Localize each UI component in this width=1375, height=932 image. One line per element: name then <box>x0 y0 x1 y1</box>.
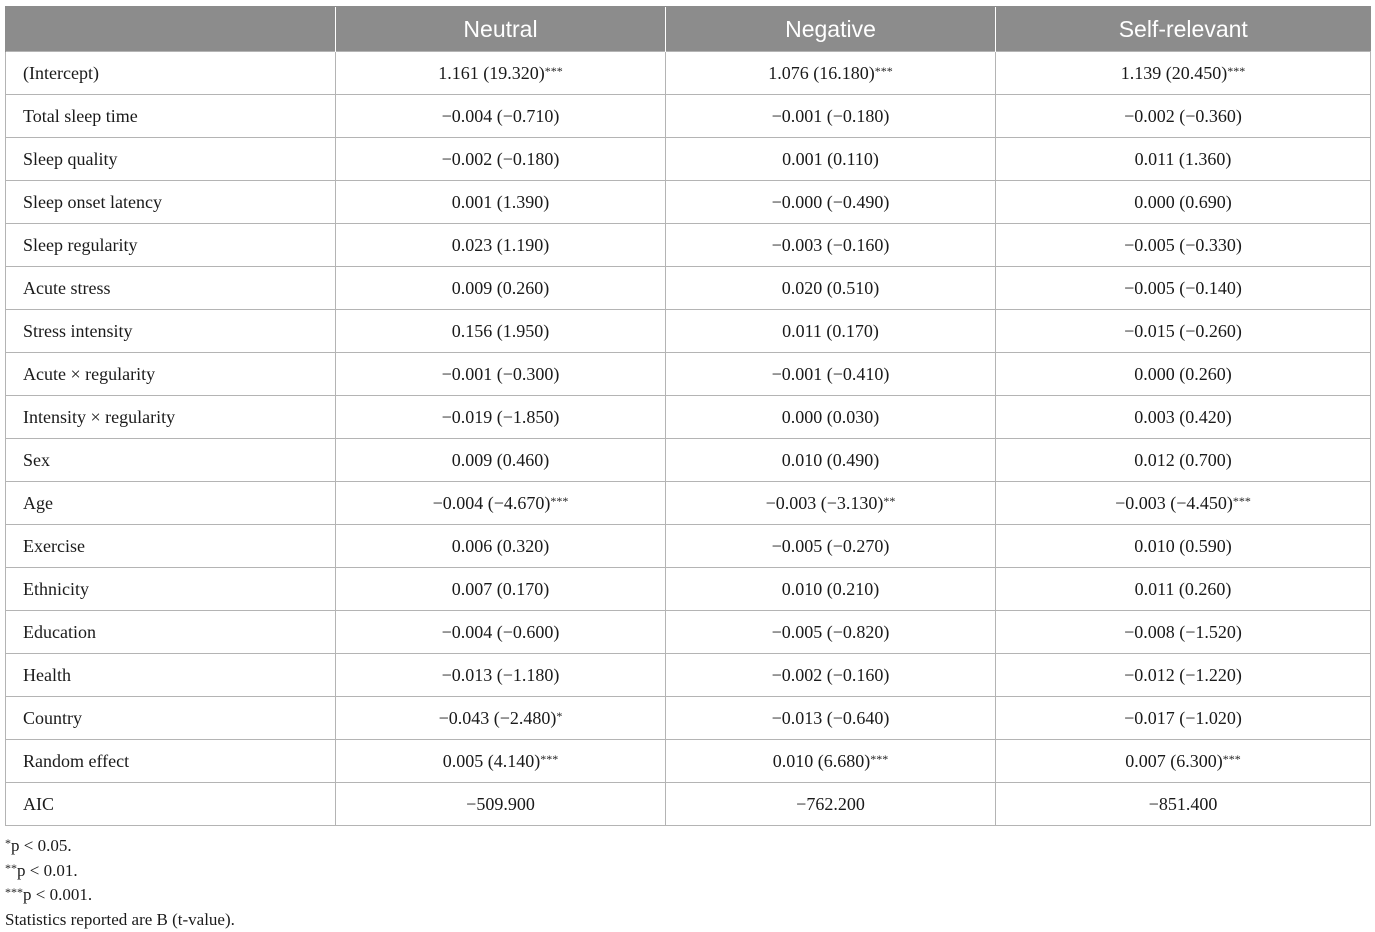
table-cell: −0.004 (−0.600) <box>336 611 666 654</box>
footnote-statistics: Statistics reported are B (t-value). <box>5 909 235 929</box>
table-cell: 1.161 (19.320)*** <box>336 52 666 95</box>
table-row <box>6 95 1371 138</box>
table-row <box>6 353 1371 396</box>
table-cell: −0.005 (−0.140) <box>996 267 1371 310</box>
table-cell: −0.004 (−4.670)*** <box>336 482 666 525</box>
row-label: Ethnicity <box>6 568 336 611</box>
table-row <box>6 482 1371 525</box>
table-cell: −0.012 (−1.220) <box>996 654 1371 697</box>
header-negative: Negative <box>666 7 996 52</box>
table-cell: 1.076 (16.180)*** <box>666 52 996 95</box>
row-label: Sex <box>6 439 336 482</box>
table-cell: 0.020 (0.510) <box>666 267 996 310</box>
table-cell: 0.009 (0.460) <box>336 439 666 482</box>
row-label: Sleep onset latency <box>6 181 336 224</box>
row-label: Sleep regularity <box>6 224 336 267</box>
footnote-p001: ***p < 0.001. <box>5 885 93 904</box>
table-cell: −0.013 (−1.180) <box>336 654 666 697</box>
table-cell: −0.043 (−2.480)* <box>336 697 666 740</box>
table-row <box>6 611 1371 654</box>
table-header-row <box>6 7 1371 52</box>
table-row <box>6 439 1371 482</box>
table-cell: −509.900 <box>336 783 666 826</box>
row-label: Country <box>6 697 336 740</box>
results-table-container <box>5 6 1370 826</box>
row-label: (Intercept) <box>6 52 336 95</box>
table-cell: 0.010 (0.210) <box>666 568 996 611</box>
table-cell: 0.000 (0.690) <box>996 181 1371 224</box>
table-row <box>6 783 1371 826</box>
table-cell: −0.001 (−0.410) <box>666 353 996 396</box>
table-cell: −0.002 (−0.360) <box>996 95 1371 138</box>
table-cell: −0.002 (−0.160) <box>666 654 996 697</box>
table-cell: −0.013 (−0.640) <box>666 697 996 740</box>
row-label: Total sleep time <box>6 95 336 138</box>
table-cell: −0.017 (−1.020) <box>996 697 1371 740</box>
table-row <box>6 654 1371 697</box>
footnote-p01: **p < 0.01. <box>5 860 78 880</box>
table-row <box>6 697 1371 740</box>
table-cell: 0.001 (0.110) <box>666 138 996 181</box>
table-row <box>6 267 1371 310</box>
header-self-relevant: Self-relevant <box>996 7 1371 52</box>
table-cell: −0.003 (−4.450)*** <box>996 482 1371 525</box>
table-cell: 0.011 (0.260) <box>996 568 1371 611</box>
row-label: Stress intensity <box>6 310 336 353</box>
table-cell: −0.003 (−3.130)** <box>666 482 996 525</box>
table-row <box>6 138 1371 181</box>
table-cell: 0.007 (0.170) <box>336 568 666 611</box>
table-cell: 0.011 (0.170) <box>666 310 996 353</box>
table-cell: −0.019 (−1.850) <box>336 396 666 439</box>
table-cell: −0.001 (−0.180) <box>666 95 996 138</box>
table-footnotes <box>5 834 235 932</box>
table-cell: 0.003 (0.420) <box>996 396 1371 439</box>
table-cell: 0.005 (4.140)*** <box>336 740 666 783</box>
table-row <box>6 181 1371 224</box>
header-neutral: Neutral <box>336 7 666 52</box>
table-row <box>6 52 1371 95</box>
row-label: Sleep quality <box>6 138 336 181</box>
table-cell: −0.005 (−0.270) <box>666 525 996 568</box>
row-label: Exercise <box>6 525 336 568</box>
table-cell: −762.200 <box>666 783 996 826</box>
table-cell: 0.012 (0.700) <box>996 439 1371 482</box>
table-cell: 0.009 (0.260) <box>336 267 666 310</box>
row-label: Intensity × regularity <box>6 396 336 439</box>
row-label: Random effect <box>6 740 336 783</box>
table-cell: −0.003 (−0.160) <box>666 224 996 267</box>
row-label: Health <box>6 654 336 697</box>
table-cell: −0.015 (−0.260) <box>996 310 1371 353</box>
table-row <box>6 568 1371 611</box>
row-label: Acute × regularity <box>6 353 336 396</box>
row-label: Acute stress <box>6 267 336 310</box>
table-body <box>6 52 1371 826</box>
table-row <box>6 740 1371 783</box>
table-cell: −0.005 (−0.330) <box>996 224 1371 267</box>
table-cell: 0.000 (0.030) <box>666 396 996 439</box>
table-cell: 0.011 (1.360) <box>996 138 1371 181</box>
table-row <box>6 525 1371 568</box>
table-cell: 0.023 (1.190) <box>336 224 666 267</box>
row-label: Age <box>6 482 336 525</box>
table-row <box>6 396 1371 439</box>
footnote-p05: *p < 0.05. <box>5 836 72 855</box>
table-cell: 0.006 (0.320) <box>336 525 666 568</box>
table-cell: −0.005 (−0.820) <box>666 611 996 654</box>
table-cell: 0.010 (0.490) <box>666 439 996 482</box>
table-cell: −0.000 (−0.490) <box>666 181 996 224</box>
table-cell: 0.000 (0.260) <box>996 353 1371 396</box>
table-cell: −0.002 (−0.180) <box>336 138 666 181</box>
table-row <box>6 310 1371 353</box>
table-cell: −0.008 (−1.520) <box>996 611 1371 654</box>
table-cell: 0.010 (6.680)*** <box>666 740 996 783</box>
table-cell: 0.156 (1.950) <box>336 310 666 353</box>
table-cell: 0.007 (6.300)*** <box>996 740 1371 783</box>
table-cell: −0.001 (−0.300) <box>336 353 666 396</box>
row-label: AIC <box>6 783 336 826</box>
table-row <box>6 224 1371 267</box>
table-cell: 0.001 (1.390) <box>336 181 666 224</box>
row-label: Education <box>6 611 336 654</box>
regression-results-table <box>5 6 1371 826</box>
table-cell: 0.010 (0.590) <box>996 525 1371 568</box>
table-cell: 1.139 (20.450)*** <box>996 52 1371 95</box>
table-cell: −851.400 <box>996 783 1371 826</box>
header-predictor <box>6 7 336 52</box>
table-cell: −0.004 (−0.710) <box>336 95 666 138</box>
